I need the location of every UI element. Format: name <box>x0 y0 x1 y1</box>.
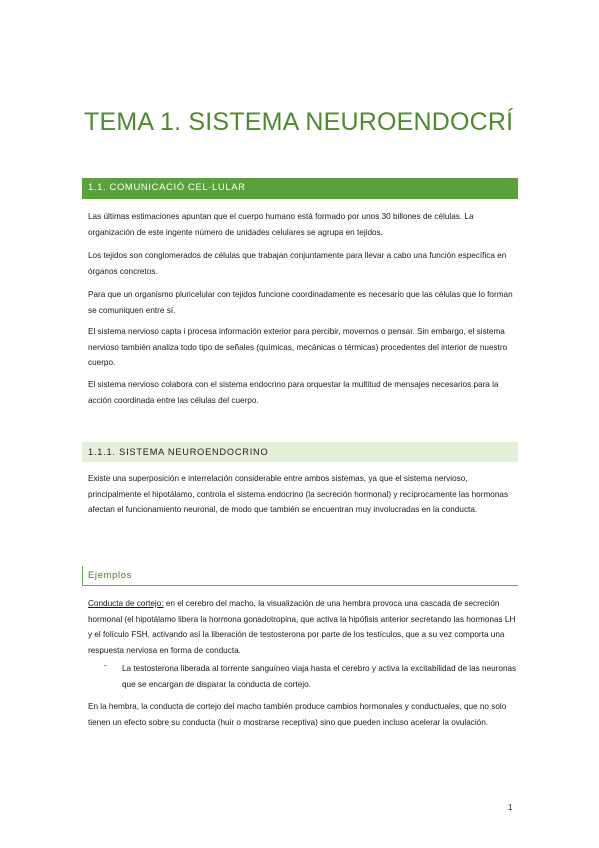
examples-heading-box <box>82 566 518 586</box>
section-heading-bar <box>82 178 518 199</box>
paragraph: Existe una superposición e interrelación considerable entre ambos sistemas, ya que el sistema nervioso, principalmente el hipotálamo, controla el sistema endocrino (la secreción hormonal) y recíprocamente las hormonas afectan el funcionamiento neuronal, de modo que también se encuentran muy involucradas en la conducta. <box>88 474 509 514</box>
bullet-marker: - <box>104 661 107 670</box>
bullet-item: La testosterona liberada al torrente sanguíneo viaja hasta el cerebro y activa la excitabilidad de las neuronas que se encargan de disparar la conducta de cortejo. <box>122 664 517 689</box>
example-text: en el cerebro del macho, la visualización de una hembra provoca una cascada de secreción hormonal (el hipotálamo libera la hormona gonadotropina, que activa la hipófisis anterior secretando las hormonas LH y el folículo FSH, activando así la liberación de testosterona por parte de los testículos, que a su vez comporta una respuesta nerviosa en forma de conducta. <box>88 599 516 655</box>
example-paragraph <box>88 596 520 658</box>
section-heading: 1.1. COMUNICACIÓ CEL·LULAR <box>88 182 246 193</box>
subsection-heading-bar <box>82 442 518 462</box>
page-number: 1 <box>508 803 513 812</box>
paragraph: Para que un organismo pluricelular con tejidos funcione coordinadamente es necesario que las células que lo forman se comuniquen entre sí. <box>88 290 513 315</box>
subsection-heading: 1.1.1. SISTEMA NEUROENDOCRINO <box>88 447 269 457</box>
examples-heading: Ejemplos <box>88 570 133 580</box>
paragraph: Los tejidos son conglomerados de células que trabajan conjuntamente para llevar a cabo una función específica en órganos concretos. <box>88 251 507 276</box>
paragraph: En la hembra, la conducta de cortejo del macho también produce cambios hormonales y conductuales, que no solo tienen un efecto sobre su conducta (huir o mostrarse receptiva) sino que pueden incluso acelerar la ovulación. <box>88 702 507 727</box>
paragraph: Las últimas estimaciones apuntan que el cuerpo humano está formado por unos 30 billones de células. La organización de este ingente número de unidades celulares se agrupa en tejidos. <box>88 212 474 237</box>
example-label: Conducta de cortejo: <box>88 599 164 608</box>
page-title: TEMA 1. SISTEMA NEUROENDOCRÍ <box>84 108 514 136</box>
paragraph: El sistema nervioso capta i procesa información exterior para percibir, movernos o pensar. Sin embargo, el sistema nervioso también analiza todo tipo de señales (químicas, mecánicas o térmicas) procedentes del interior de nuestro cuerpo. <box>88 327 508 367</box>
paragraph: El sistema nervioso colabora con el sistema endocrino para orquestar la multitud de mensajes necesarios para la acción coordinada entre las células del cuerpo. <box>88 380 499 405</box>
